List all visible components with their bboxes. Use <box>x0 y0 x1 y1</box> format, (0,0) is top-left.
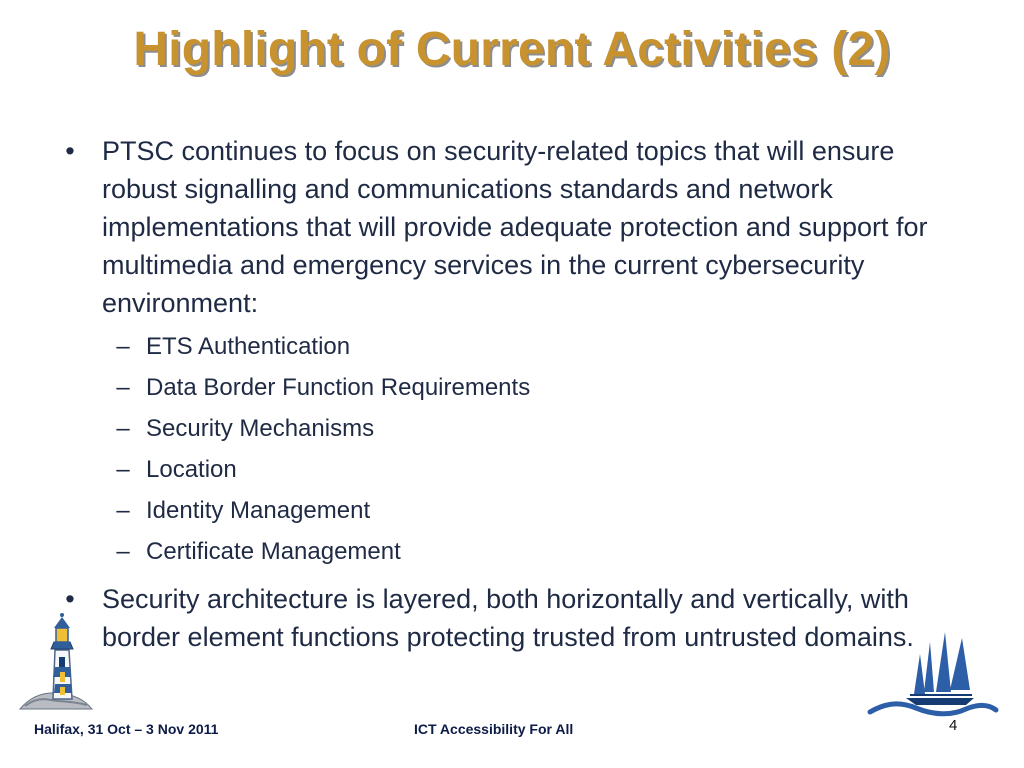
sub-bullet-text: Location <box>146 456 237 483</box>
sub-bullet-item <box>60 490 970 531</box>
sub-bullet-item <box>60 449 970 490</box>
sub-bullet-marker: – <box>116 415 130 442</box>
sailing-ship-icon <box>862 620 1000 720</box>
sub-bullet-text: Identity Management <box>146 497 371 524</box>
bullet-marker: • <box>65 136 75 166</box>
sub-bullet-marker: – <box>116 497 130 524</box>
sub-bullet-text: Security Mechanisms <box>146 415 375 442</box>
footer-location: Halifax, 31 Oct – 3 Nov 2011 <box>34 721 219 737</box>
sub-bullet-item <box>60 408 970 449</box>
sub-bullet-text: Data Border Function Requirements <box>146 374 531 401</box>
sub-bullet-item <box>60 367 970 408</box>
bullet-text: PTSC continues to focus on security-related topics that will ensure robust signalling and communications standards and network implementations that will provide adequate protection and support for multimedia and emergency services in the current cybersecurity environment: <box>102 136 928 318</box>
bullet-text: Security architecture is layered, both horizontally and vertically, with border element functions protecting trusted from untrusted domains. <box>102 584 914 652</box>
sub-bullet-list <box>60 326 970 572</box>
sub-bullet-marker: – <box>116 374 130 401</box>
sub-bullet-marker: – <box>116 538 130 565</box>
slide-content <box>60 132 970 656</box>
sub-bullet-marker: – <box>116 456 130 483</box>
slide-title: Highlight of Current Activities (2) <box>133 23 891 76</box>
bullet-item <box>60 580 970 656</box>
sub-bullet-text: ETS Authentication <box>146 333 351 360</box>
sub-bullet-text: Certificate Management <box>146 538 401 565</box>
bullet-marker: • <box>65 584 75 614</box>
sub-bullet-item <box>60 531 970 572</box>
page-number: 4 <box>949 717 958 734</box>
sub-bullet-item <box>60 326 970 367</box>
lighthouse-icon <box>18 608 94 714</box>
bullet-item <box>60 132 970 322</box>
sub-bullet-marker: – <box>116 333 130 360</box>
footer-title: ICT Accessibility For All <box>414 721 574 737</box>
